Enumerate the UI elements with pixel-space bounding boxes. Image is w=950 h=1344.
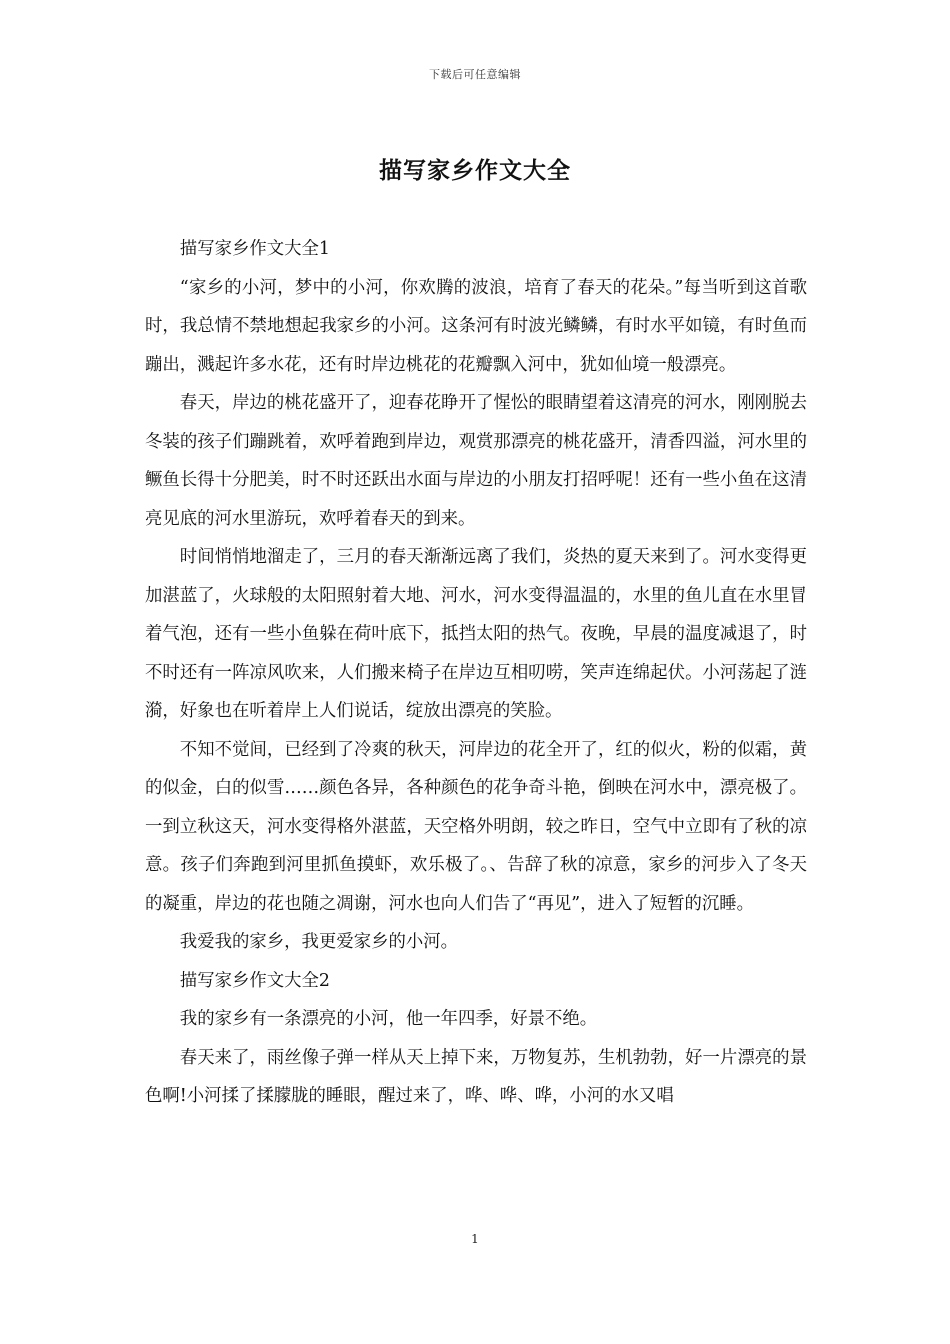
section-heading-2: 描写家乡作文大全2: [179, 970, 330, 991]
document-body: [145, 230, 807, 1116]
page-number: 1: [471, 1232, 479, 1246]
paragraph: 春天，岸边的桃花盛开了，迎春花睁开了惺忪的眼睛望着这清亮的河水，刚刚脱去冬装的孩子们蹦跳着，欢呼着跑到岸边，观赏那漂亮的桃花盛开，清香四溢，河水里的鳜鱼长得十分肥美，时不时还跃出水面与岸边的小朋友打招呼呢！还有一些小鱼在这清亮见底的河水里游玩，欢呼着春天的到来。: [145, 393, 807, 529]
paragraph: 时间悄悄地溜走了，三月的春天渐渐远离了我们，炎热的夏天来到了。河水变得更加湛蓝了，火球般的太阳照射着大地、河水，河水变得温温的，水里的鱼儿直在水里冒着气泡，还有一些小鱼躲在荷叶底下，抵挡太阳的热气。夜晚，早晨的温度减退了，时不时还有一阵凉风吹来，人们搬来椅子在岸边互相叨唠，笑声连绵起伏。小河荡起了涟漪，好象也在听着岸上人们说话，绽放出漂亮的笑脸。: [145, 547, 807, 721]
section-heading-1: 描写家乡作文大全1: [179, 239, 330, 259]
paragraph: 春天来了，雨丝像子弹一样从天上掉下来，万物复苏，生机勃勃，好一片漂亮的景色啊!小河揉了揉朦胧的睡眼，醒过来了，哗、哗、哗，小河的水又唱: [145, 1047, 807, 1106]
paragraph: 不知不觉间，已经到了冷爽的秋天，河岸边的花全开了，红的似火，粉的似霜，黄的似金，白的似雪……颜色各异，各种颜色的花争奇斗艳，倒映在河水中，漂亮极了。一到立秋这天，河水变得格外湛蓝，天空格外明朗，较之昨日，空气中立即有了秋的凉意。孩子们奔跑到河里抓鱼摸虾，欢乐极了。、告辞了秋的凉意，家乡的河步入了冬天的凝重，岸边的花也随之凋谢，河水也向人们告了“再见”，进入了短暂的沉睡。: [145, 739, 807, 914]
paragraph: 我的家乡有一条漂亮的小河，他一年四季，好景不绝。: [179, 1009, 598, 1029]
header-note: 下载后可任意编辑: [429, 68, 521, 81]
document-title: 描写家乡作文大全: [379, 157, 571, 184]
paragraph: “家乡的小河，梦中的小河，你欢腾的波浪，培育了春天的花朵。”每当听到这首歌时，我总情不禁地想起我家乡的小河。这条河有时波光鳞鳞，有时水平如镜，有时鱼而蹦出，溅起许多水花，还有时岸边桃花的花瓣飘入河中，犹如仙境一般漂亮。: [145, 277, 807, 375]
paragraph: 我爱我的家乡，我更爱家乡的小河。: [179, 932, 459, 952]
